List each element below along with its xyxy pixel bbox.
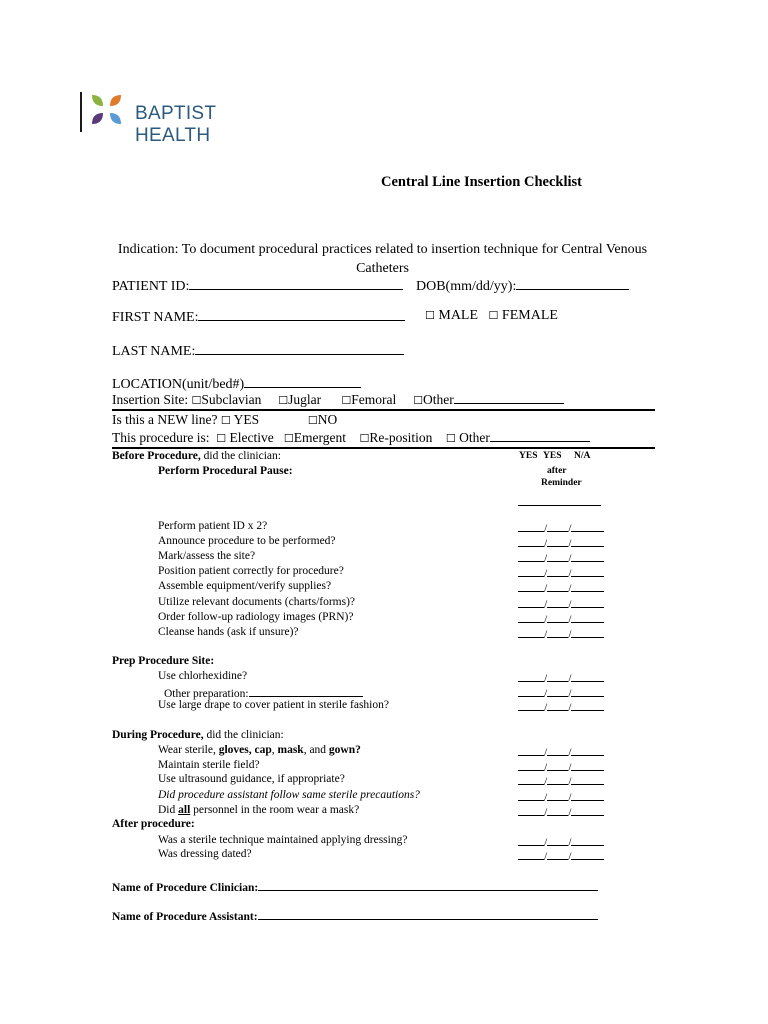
new-line-yes-label: YES bbox=[233, 412, 260, 427]
during-answer-3[interactable]: / / bbox=[518, 773, 604, 788]
dob-row bbox=[416, 277, 629, 295]
after-item-dressing: Was a sterile technique maintained applying dressing? bbox=[158, 834, 408, 846]
assistant-label: Name of Procedure Assistant: bbox=[112, 911, 258, 923]
after-heading: After procedure: bbox=[112, 818, 195, 830]
during-heading bbox=[112, 729, 284, 741]
before-answer[interactable]: / / bbox=[518, 580, 604, 595]
column-na-header: N/A bbox=[574, 451, 591, 461]
before-item: Perform patient ID x 2? bbox=[158, 520, 268, 532]
prep-answer-2[interactable]: / / bbox=[518, 685, 604, 700]
logo-divider bbox=[80, 92, 82, 132]
other-procedure-label: Other bbox=[459, 430, 490, 445]
first-name-label: FIRST NAME: bbox=[112, 310, 199, 325]
after-answer-1[interactable]: / / bbox=[518, 834, 604, 849]
male-label: MALE bbox=[438, 308, 479, 323]
before-item: Announce procedure to be performed? bbox=[158, 535, 336, 547]
during-mask-text: Did bbox=[158, 804, 179, 816]
before-item: Mark/assess the site? bbox=[158, 550, 256, 562]
during-item-assistant: Did procedure assistant follow same sterile precautions? bbox=[158, 789, 420, 801]
patient-id-row bbox=[112, 277, 403, 295]
before-answer[interactable]: / / bbox=[518, 565, 604, 580]
dob-label: DOB(mm/dd/yy): bbox=[416, 279, 517, 294]
procedure-type-label: This procedure is: bbox=[112, 430, 210, 445]
juglar-checkbox[interactable]: ☐ bbox=[278, 394, 289, 407]
column-yes-after-header: YES bbox=[543, 451, 562, 461]
clinician-label: Name of Procedure Clinician: bbox=[112, 882, 259, 894]
during-mask-all: all bbox=[178, 804, 191, 816]
during-answer-5[interactable]: / / bbox=[518, 804, 604, 819]
emergent-checkbox[interactable]: ☐ bbox=[283, 432, 294, 445]
logo-leaf-orange-icon bbox=[110, 95, 121, 106]
during-wear-mask: mask bbox=[277, 744, 304, 756]
prep-item-chlorhexidine: Use chlorhexidine? bbox=[158, 670, 248, 682]
femoral-checkbox[interactable]: ☐ bbox=[341, 394, 352, 407]
location-label: LOCATION(unit/bed#) bbox=[112, 377, 245, 392]
female-checkbox[interactable]: ☐ bbox=[488, 309, 499, 322]
before-item: Cleanse hands (ask if unsure)? bbox=[158, 626, 299, 638]
prep-heading: Prep Procedure Site: bbox=[112, 655, 215, 667]
procedural-pause-heading: Perform Procedural Pause: bbox=[158, 465, 293, 477]
femoral-label: Femoral bbox=[351, 392, 397, 407]
during-mask-rest: personnel in the room wear a mask? bbox=[190, 804, 360, 816]
new-line-yes-checkbox[interactable]: ☐ bbox=[220, 414, 231, 427]
before-answer[interactable]: / / bbox=[518, 550, 604, 565]
logo-leaf-purple-icon bbox=[92, 113, 103, 124]
before-item: Position patient correctly for procedure? bbox=[158, 565, 344, 577]
other-site-label: Other bbox=[423, 392, 454, 407]
other-site-checkbox[interactable]: ☐ bbox=[413, 394, 423, 407]
clinician-field[interactable] bbox=[258, 879, 598, 891]
insertion-site-row bbox=[112, 391, 564, 408]
assistant-field[interactable] bbox=[258, 908, 598, 920]
during-wear-and: , and bbox=[303, 744, 329, 756]
divider-bottom bbox=[112, 447, 655, 449]
new-line-label: Is this a NEW line? bbox=[112, 412, 218, 427]
female-label: FEMALE bbox=[501, 308, 558, 323]
during-item-sterile-field: Maintain sterile field? bbox=[158, 759, 260, 771]
column-after-label: after bbox=[547, 466, 567, 476]
prep-other-field[interactable] bbox=[249, 685, 363, 697]
page-title: Central Line Insertion Checklist bbox=[381, 174, 582, 190]
during-item-mask bbox=[158, 804, 359, 816]
before-heading bbox=[112, 450, 281, 462]
last-name-field[interactable] bbox=[195, 342, 404, 355]
first-name-row bbox=[112, 308, 405, 326]
logo-leaf-blue-icon bbox=[110, 113, 121, 124]
during-answer-4[interactable]: / / bbox=[518, 789, 604, 804]
other-procedure-field[interactable] bbox=[490, 429, 590, 442]
new-line-no-label: NO bbox=[317, 412, 338, 427]
gender-row bbox=[425, 308, 558, 324]
column-yes-header: YES bbox=[519, 451, 538, 461]
during-wear-gown: gown? bbox=[328, 744, 361, 756]
during-heading-rest: did the clinician: bbox=[203, 729, 284, 741]
prep-other-label: Other preparation: bbox=[164, 688, 249, 700]
before-item: Utilize relevant documents (charts/forms)? bbox=[158, 596, 356, 608]
prep-answer-3[interactable]: / / bbox=[518, 699, 604, 714]
during-answer-1[interactable]: / / bbox=[518, 744, 604, 759]
logo-text: BAPTIST HEALTH bbox=[135, 103, 216, 146]
after-answer-2[interactable]: / / bbox=[518, 848, 604, 863]
juglar-label: Juglar bbox=[288, 392, 322, 407]
before-answer[interactable]: / / bbox=[518, 596, 604, 611]
first-name-field[interactable] bbox=[198, 308, 405, 321]
during-item-ultrasound: Use ultrasound guidance, if appropriate? bbox=[158, 773, 345, 785]
subclavian-checkbox[interactable]: ☐ bbox=[191, 394, 202, 407]
before-answer[interactable]: / / bbox=[518, 535, 604, 550]
after-item-dated: Was dressing dated? bbox=[158, 848, 252, 860]
elective-label: Elective bbox=[229, 430, 274, 445]
prep-item-drape: Use large drape to cover patient in sterile fashion? bbox=[158, 699, 389, 711]
divider-top bbox=[112, 409, 655, 411]
indication-text: Indication: To document procedural practices related to insertion technique for Central Venous Catheters bbox=[117, 242, 648, 276]
during-item-wear bbox=[158, 744, 361, 756]
during-wear-gloves: gloves, cap bbox=[218, 744, 272, 756]
before-answer[interactable]: / / bbox=[518, 611, 604, 626]
patient-id-field[interactable] bbox=[189, 277, 403, 290]
assistant-row bbox=[112, 908, 598, 923]
last-name-row bbox=[112, 342, 404, 360]
before-heading-rest: did the clinician: bbox=[200, 450, 281, 462]
before-item: Assemble equipment/verify supplies? bbox=[158, 580, 332, 592]
elective-checkbox[interactable]: ☐ bbox=[216, 432, 227, 445]
new-line-row bbox=[112, 412, 337, 428]
column-header-rule bbox=[518, 505, 601, 506]
dob-field[interactable] bbox=[516, 277, 629, 290]
insertion-site-label: Insertion Site: bbox=[112, 392, 189, 407]
patient-id-label: PATIENT ID: bbox=[112, 279, 190, 294]
other-site-field[interactable] bbox=[454, 391, 564, 404]
last-name-label: LAST NAME: bbox=[112, 344, 196, 359]
clinician-row bbox=[112, 879, 598, 894]
reposition-checkbox[interactable]: ☐ bbox=[359, 432, 370, 445]
procedure-type-row bbox=[112, 429, 590, 446]
subclavian-label: Subclavian bbox=[201, 392, 262, 407]
before-item: Order follow-up radiology images (PRN)? bbox=[158, 611, 354, 623]
before-answer[interactable]: / / bbox=[518, 520, 604, 535]
column-reminder-label: Reminder bbox=[541, 478, 582, 488]
during-answer-2[interactable]: / / bbox=[518, 759, 604, 774]
logo-leaf-green-icon bbox=[92, 95, 103, 106]
prep-item-other bbox=[164, 685, 363, 700]
prep-answer-1[interactable]: / / bbox=[518, 670, 604, 685]
during-wear-sep: , bbox=[271, 744, 278, 756]
other-procedure-checkbox[interactable]: ☐ bbox=[445, 432, 456, 445]
emergent-label: Emergent bbox=[293, 430, 346, 445]
new-line-no-checkbox[interactable]: ☐ bbox=[307, 414, 318, 427]
during-heading-bold: During Procedure, bbox=[112, 729, 204, 741]
location-field[interactable] bbox=[244, 375, 361, 388]
before-answer[interactable]: / / bbox=[518, 626, 604, 641]
before-heading-bold: Before Procedure, bbox=[112, 450, 201, 462]
male-checkbox[interactable]: ☐ bbox=[425, 309, 435, 322]
reposition-label: Re-position bbox=[369, 430, 433, 445]
during-wear-text: Wear sterile, bbox=[158, 744, 219, 756]
